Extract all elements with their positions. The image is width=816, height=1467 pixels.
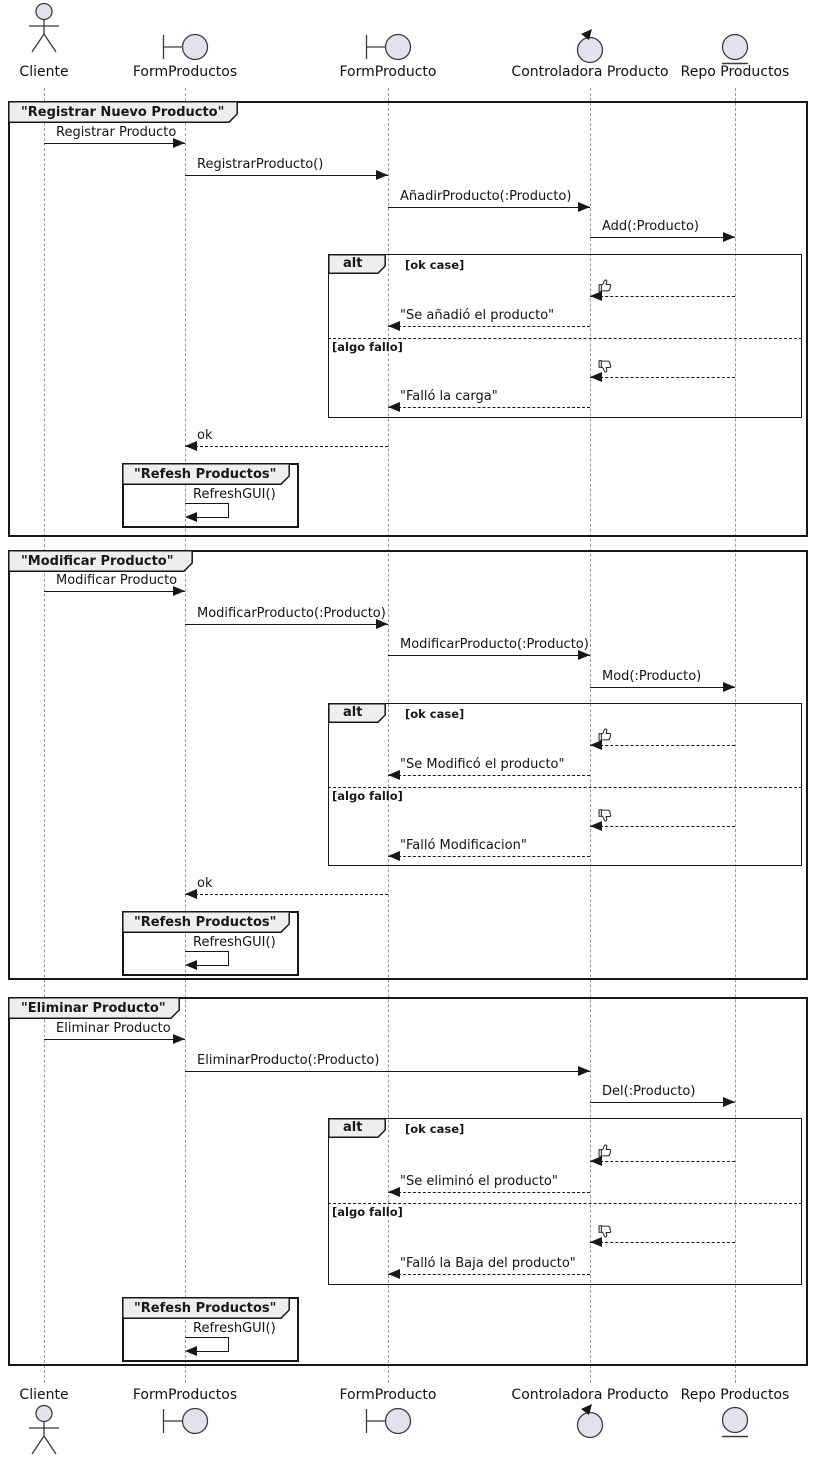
message-label: "Falló la carga" — [400, 389, 498, 404]
alt-divider — [328, 338, 802, 339]
message-label: "Se añadió el producto" — [400, 308, 555, 323]
participant-label: FormProductos — [132, 1387, 238, 1403]
refresh-title: "Refesh Productos" — [134, 1301, 277, 1316]
message-label: Del(:Producto) — [602, 1084, 696, 1099]
participant-label: FormProducto — [339, 64, 437, 80]
self-call-label: RefreshGUI() — [193, 487, 276, 502]
actor-icon — [24, 1404, 64, 1460]
thumbs-down-icon — [598, 359, 613, 378]
message-arrow — [590, 1102, 735, 1103]
arrowhead-icon — [388, 1269, 400, 1279]
self-call-line — [185, 1337, 228, 1338]
alt-label: alt — [343, 705, 363, 720]
message-label: Modificar Producto — [56, 573, 178, 588]
self-call-line — [228, 503, 229, 518]
message-arrow — [185, 894, 388, 895]
alt-divider — [328, 787, 802, 788]
message-arrow — [388, 207, 590, 208]
self-call-line — [185, 951, 228, 952]
thumbs-up-icon — [598, 727, 613, 746]
frame-title: "Registrar Nuevo Producto" — [21, 105, 225, 120]
arrowhead-icon — [578, 1066, 590, 1076]
thumbs-up-icon — [598, 278, 613, 297]
alt-label: alt — [343, 1120, 363, 1135]
participant-label: Cliente — [19, 1387, 69, 1403]
participant-label: Controladora Producto — [511, 64, 669, 80]
message-label: "Falló la Baja del producto" — [400, 1256, 576, 1271]
message-label: EliminarProducto(:Producto) — [197, 1053, 380, 1068]
entity-icon — [720, 1404, 750, 1445]
message-arrow — [590, 687, 735, 688]
message-arrow — [185, 175, 388, 176]
message-label: Eliminar Producto — [56, 1021, 171, 1036]
participant-label: FormProducto — [339, 1387, 437, 1403]
message-arrow — [388, 1192, 590, 1193]
alt-label: alt — [343, 256, 363, 271]
boundary-icon — [364, 32, 412, 66]
alt-guard-ok: [ok case] — [405, 1122, 465, 1136]
message-label: Registrar Producto — [56, 125, 177, 140]
arrowhead-icon — [723, 232, 735, 242]
message-arrow — [388, 326, 590, 327]
message-label: "Falló Modificacion" — [400, 838, 527, 853]
refresh-title: "Refesh Productos" — [134, 467, 277, 482]
alt-guard-ok: [ok case] — [405, 258, 465, 272]
arrowhead-icon — [185, 512, 197, 522]
boundary-icon — [161, 32, 209, 66]
alt-guard-ok: [ok case] — [405, 707, 465, 721]
message-label: Add(:Producto) — [602, 219, 700, 234]
boundary-icon — [161, 1406, 209, 1440]
boundary-icon — [364, 1406, 412, 1440]
message-arrow — [44, 1039, 185, 1040]
self-call-line — [228, 951, 229, 966]
frame-title: "Modificar Producto" — [21, 554, 174, 569]
message-label: ok — [197, 428, 213, 443]
alt-guard-fail: [algo fallo] — [332, 340, 403, 354]
message-arrow — [388, 775, 590, 776]
arrowhead-icon — [388, 1187, 400, 1197]
message-arrow — [388, 407, 590, 408]
message-arrow — [44, 591, 185, 592]
arrowhead-icon — [185, 441, 197, 451]
participant-label: Controladora Producto — [511, 1387, 669, 1403]
thumbs-up-icon — [598, 1143, 613, 1162]
self-call-line — [185, 503, 228, 504]
arrowhead-icon — [376, 170, 388, 180]
message-arrow — [590, 237, 735, 238]
participant-label: FormProductos — [132, 64, 238, 80]
alt-guard-fail: [algo fallo] — [332, 789, 403, 803]
message-label: "Se eliminó el producto" — [400, 1174, 558, 1189]
message-label: ok — [197, 876, 213, 891]
self-call-line — [195, 517, 228, 518]
thumbs-down-icon — [598, 1224, 613, 1243]
arrowhead-icon — [185, 1346, 197, 1356]
participant-label: Repo Productos — [680, 64, 790, 80]
message-arrow — [185, 446, 388, 447]
message-arrow — [388, 655, 590, 656]
arrowhead-icon — [173, 1034, 185, 1044]
self-call-line — [195, 965, 228, 966]
message-label: AñadirProducto(:Producto) — [400, 189, 572, 204]
message-label: ModificarProducto(:Producto) — [197, 606, 386, 621]
participant-label: Repo Productos — [680, 1387, 790, 1403]
message-arrow — [388, 856, 590, 857]
self-call-label: RefreshGUI() — [193, 935, 276, 950]
arrowhead-icon — [578, 202, 590, 212]
self-call-line — [228, 1337, 229, 1352]
thumbs-down-icon — [598, 808, 613, 827]
message-label: "Se Modificó el producto" — [400, 757, 565, 772]
alt-divider — [328, 1203, 802, 1204]
arrowhead-icon — [388, 321, 400, 331]
self-call-line — [195, 1351, 228, 1352]
message-label: RegistrarProducto() — [197, 157, 324, 172]
refresh-title: "Refesh Productos" — [134, 915, 277, 930]
frame-title: "Eliminar Producto" — [21, 1001, 166, 1016]
message-arrow — [185, 1071, 590, 1072]
message-arrow — [185, 624, 388, 625]
control-icon — [573, 28, 607, 68]
arrowhead-icon — [723, 682, 735, 692]
message-label: Mod(:Producto) — [602, 669, 702, 684]
arrowhead-icon — [185, 889, 197, 899]
arrowhead-icon — [388, 851, 400, 861]
arrowhead-icon — [723, 1097, 735, 1107]
message-label: ModificarProducto(:Producto) — [400, 637, 589, 652]
message-arrow — [388, 1274, 590, 1275]
alt-guard-fail: [algo fallo] — [332, 1205, 403, 1219]
arrowhead-icon — [388, 770, 400, 780]
self-call-label: RefreshGUI() — [193, 1321, 276, 1336]
message-arrow — [44, 143, 185, 144]
actor-icon — [24, 2, 64, 58]
arrowhead-icon — [388, 402, 400, 412]
control-icon — [573, 1403, 607, 1443]
arrowhead-icon — [185, 960, 197, 970]
participant-label: Cliente — [19, 64, 69, 80]
